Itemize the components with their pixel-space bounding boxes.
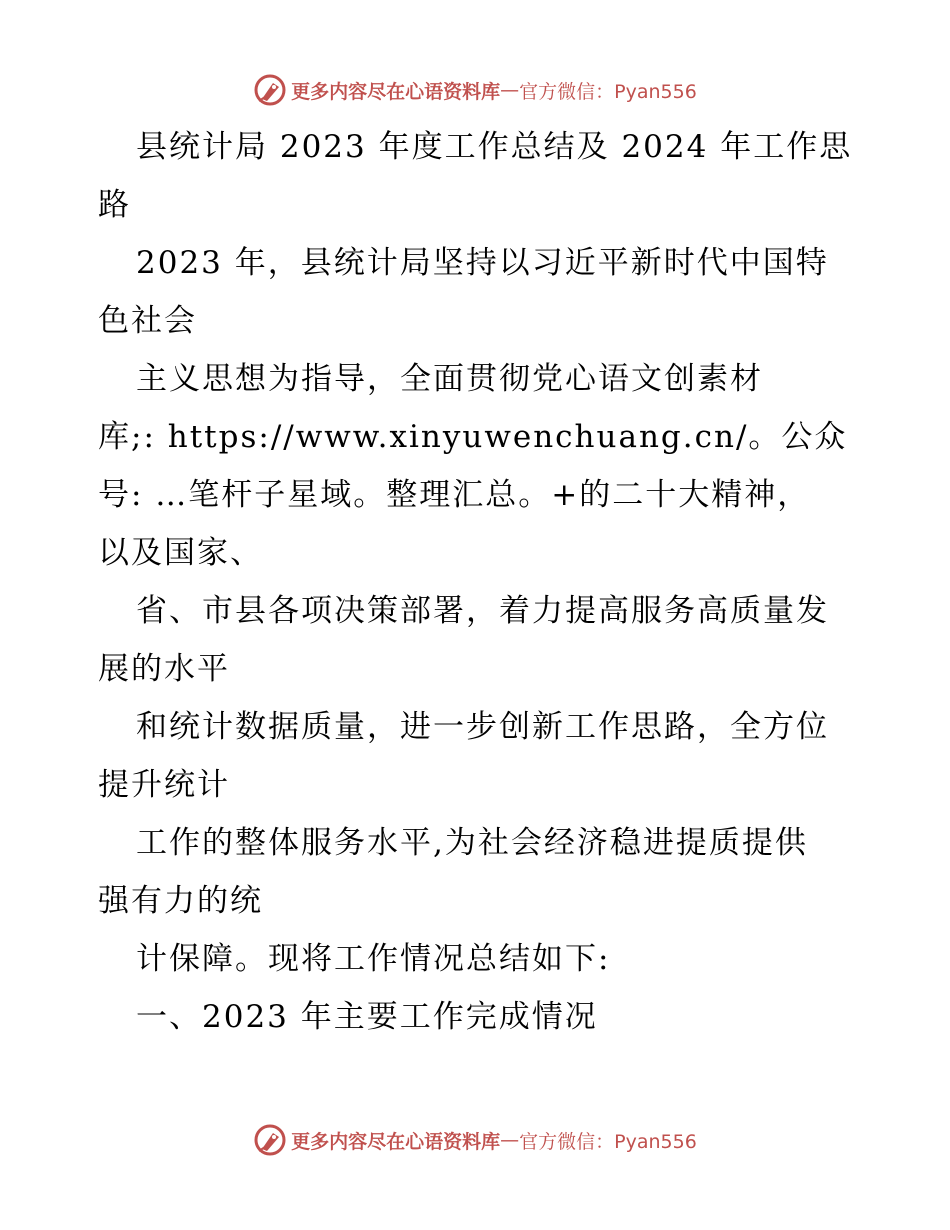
doc-section-heading: 一、2023 年主要工作完成情况	[136, 999, 598, 1035]
pen-nib-logo-icon	[253, 73, 287, 107]
doc-paragraph-line: 强有力的统	[98, 883, 263, 919]
doc-paragraph-line: 色社会	[98, 303, 197, 339]
header-brand-text: 更多内容尽在心语资料库	[291, 80, 501, 103]
doc-paragraph-line: 提升统计	[98, 767, 230, 803]
doc-paragraph-line: 以及国家、	[98, 535, 263, 571]
document-body	[98, 118, 858, 1046]
doc-title-line-1: 县统计局 2023 年度工作总结及 2024 年工作思	[136, 129, 853, 165]
doc-paragraph-line: 2023 年，县统计局坚持以习近平新时代中国特	[136, 245, 829, 281]
header-contact-text: 官方微信：Pyan556	[519, 80, 697, 103]
doc-title-line-2: 路	[98, 187, 131, 223]
doc-paragraph-line: 库;: https://www.xinyuwenchuang.cn/。公众	[98, 419, 848, 455]
pen-nib-logo-icon	[253, 1123, 287, 1157]
doc-paragraph-line: 省、市县各项决策部署，着力提高服务高质量发	[136, 593, 829, 629]
footer-brand-text: 更多内容尽在心语资料库	[291, 1130, 501, 1153]
header-separator: —	[500, 79, 520, 101]
doc-paragraph-line: 展的水平	[98, 651, 230, 687]
doc-paragraph-line: 和统计数据质量，进一步创新工作思路，全方位	[136, 709, 829, 745]
doc-paragraph-line: 号: …笔杆子星域。整理汇总。+的二十大精神，	[98, 477, 811, 513]
doc-paragraph-line: 工作的整体服务水平,为社会经济稳进提质提供	[136, 825, 808, 861]
footer-contact-text: 官方微信：Pyan556	[519, 1130, 697, 1153]
footer-separator: —	[500, 1129, 520, 1151]
footer-watermark	[0, 1120, 950, 1160]
doc-paragraph-line: 主义思想为指导，全面贯彻党心语文创素材	[136, 361, 763, 397]
header-watermark	[0, 70, 950, 110]
doc-paragraph-line: 计保障。现将工作情况总结如下:	[136, 941, 611, 977]
